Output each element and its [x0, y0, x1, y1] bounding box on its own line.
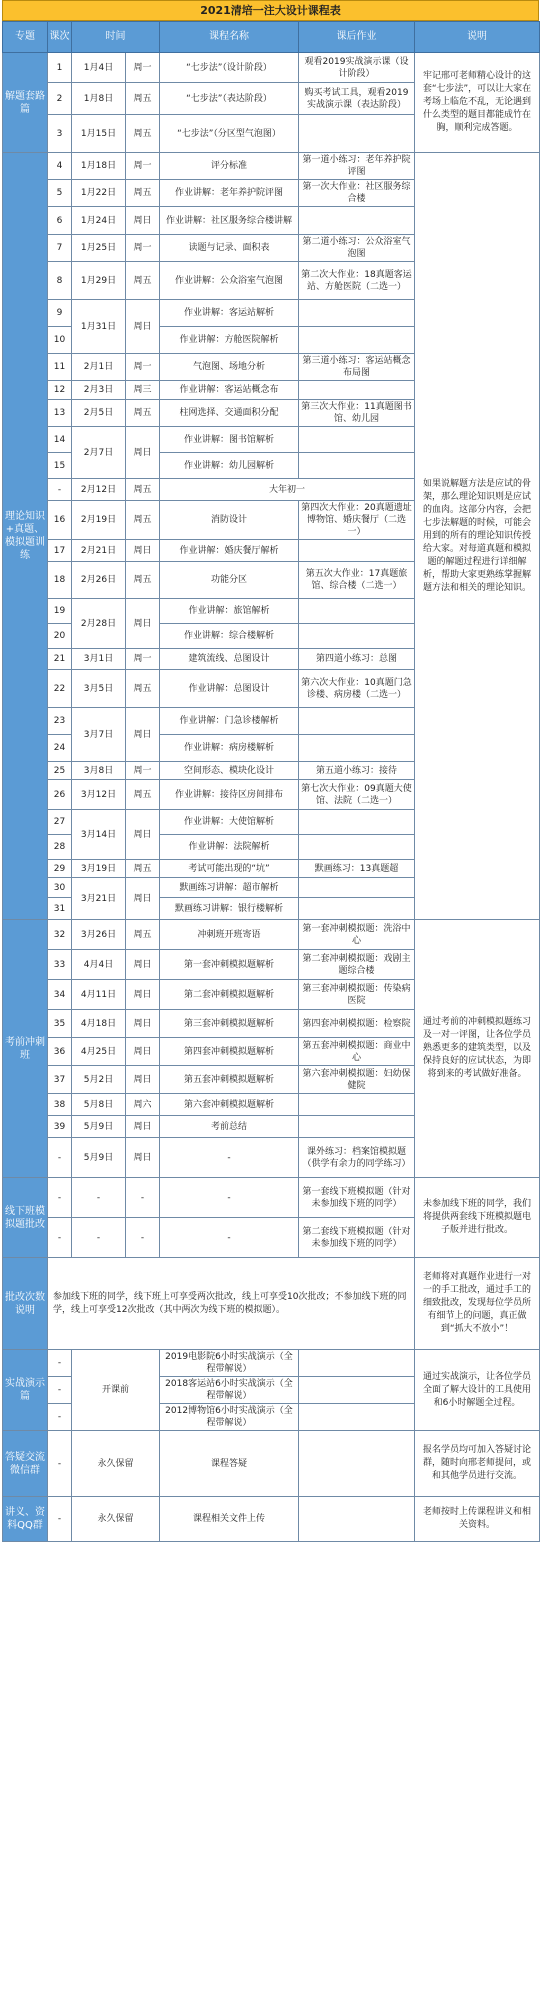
weekday-cell: 周日: [126, 1038, 160, 1066]
weekday-cell: 周一: [126, 53, 160, 83]
weekday-cell: -: [126, 1178, 160, 1218]
weekday-cell: 周五: [126, 860, 160, 878]
session-number-cell: 14: [48, 427, 72, 453]
weekday-cell: 周日: [126, 1066, 160, 1094]
homework-cell: 第五道小练习：接待: [299, 762, 415, 780]
date-cell: 2月1日: [72, 354, 126, 381]
session-number-cell: 30: [48, 878, 72, 898]
weekday-cell: 周三: [126, 381, 160, 400]
homework-cell: [299, 540, 415, 562]
weekday-cell: 周五: [126, 83, 160, 115]
course-name-cell: 空间形态、模块化设计: [160, 762, 299, 780]
weekday-cell: 周日: [126, 300, 160, 354]
session-number-cell: -: [48, 1377, 72, 1404]
topic-cell: 解题套路篇: [3, 53, 48, 153]
homework-cell: [299, 1431, 415, 1497]
weekday-cell: 周一: [126, 762, 160, 780]
date-cell: 2月3日: [72, 381, 126, 400]
homework-cell: [299, 878, 415, 898]
course-name-cell: 作业讲解：客运站概念布: [160, 381, 299, 400]
date-cell: 3月21日: [72, 878, 126, 920]
session-number-cell: 18: [48, 562, 72, 599]
course-name-cell: 第一套冲刺模拟题解析: [160, 950, 299, 980]
weekday-cell: 周一: [126, 153, 160, 180]
course-name-cell: 作业讲解：综合楼解析: [160, 624, 299, 649]
date-cell: 1月29日: [72, 262, 126, 300]
date-cell: 3月14日: [72, 810, 126, 860]
session-number-cell: 26: [48, 780, 72, 810]
course-name-cell: 作业讲解：老年养护院评图: [160, 180, 299, 207]
table-header-row: [3, 22, 540, 53]
notes-cell: 未参加线下班的同学，我们将提供两套线下班模拟题电子版并进行批改。: [415, 1178, 540, 1258]
session-number-cell: 22: [48, 670, 72, 708]
session-number-cell: 10: [48, 327, 72, 354]
session-number-cell: 15: [48, 453, 72, 479]
homework-cell: [299, 599, 415, 624]
holiday-cell: 大年初一: [160, 479, 415, 501]
date-cell: 3月26日: [72, 920, 126, 950]
weekday-cell: 周日: [126, 427, 160, 479]
course-name-cell: 课程相关文件上传: [160, 1497, 299, 1542]
topic-cell: 理论知识+真题、模拟题训练: [3, 153, 48, 920]
weekday-cell: 周日: [126, 950, 160, 980]
header-notes: 说明: [415, 22, 540, 53]
homework-cell: 第七次大作业：09真题大使馆、法院（二选一）: [299, 780, 415, 810]
homework-cell: [299, 624, 415, 649]
date-cell: 2月28日: [72, 599, 126, 649]
weekday-cell: 周一: [126, 235, 160, 262]
table-row: [3, 1350, 540, 1377]
course-name-cell: 作业讲解：法院解析: [160, 835, 299, 860]
date-cell: 3月12日: [72, 780, 126, 810]
course-name-cell: 作业讲解：总图设计: [160, 670, 299, 708]
homework-cell: 购买考试工具，观看2019实战演示课（表达阶段）: [299, 83, 415, 115]
course-name-cell: -: [160, 1178, 299, 1218]
homework-cell: [299, 427, 415, 453]
course-name-cell: 作业讲解：旅馆解析: [160, 599, 299, 624]
session-number-cell: -: [48, 1178, 72, 1218]
weekday-cell: 周日: [126, 1116, 160, 1138]
course-name-cell: 功能分区: [160, 562, 299, 599]
date-cell: 3月8日: [72, 762, 126, 780]
homework-cell: 第一套线下班模拟题（针对未参加线下班的同学）: [299, 1178, 415, 1218]
date-cell: 2月19日: [72, 501, 126, 540]
session-number-cell: 34: [48, 980, 72, 1010]
course-name-cell: 课程答疑: [160, 1431, 299, 1497]
header-course: 课程名称: [160, 22, 299, 53]
date-cell: 3月1日: [72, 649, 126, 670]
table-row: [3, 1178, 540, 1218]
course-name-cell: 作业讲解：方舱医院解析: [160, 327, 299, 354]
session-number-cell: -: [48, 479, 72, 501]
date-cell: 1月22日: [72, 180, 126, 207]
homework-cell: 第五套冲刺模拟题：商业中心: [299, 1038, 415, 1066]
course-name-cell: 第三套冲刺模拟题解析: [160, 1010, 299, 1038]
date-cell: 5月2日: [72, 1066, 126, 1094]
date-cell: 5月8日: [72, 1094, 126, 1116]
date-cell: 3月5日: [72, 670, 126, 708]
course-name-cell: 作业讲解：客运站解析: [160, 300, 299, 327]
homework-cell: [299, 1350, 415, 1377]
header-topic: 专题: [3, 22, 48, 53]
schedule-title: 2021清培一注大设计课程表: [2, 0, 539, 21]
course-name-cell: “七步法”（设计阶段）: [160, 53, 299, 83]
weekday-cell: 周一: [126, 354, 160, 381]
session-number-cell: 31: [48, 898, 72, 920]
homework-cell: 默画练习：13真题超: [299, 860, 415, 878]
session-number-cell: 4: [48, 153, 72, 180]
session-number-cell: 9: [48, 300, 72, 327]
homework-cell: [299, 1497, 415, 1542]
session-number-cell: 2: [48, 83, 72, 115]
course-name-cell: “七步法”（分区型气泡图）: [160, 115, 299, 153]
date-cell: 永久保留: [72, 1497, 160, 1542]
homework-cell: 第六套冲刺模拟题：妇幼保健院: [299, 1066, 415, 1094]
session-number-cell: 13: [48, 400, 72, 427]
course-name-cell: 气泡图、场地分析: [160, 354, 299, 381]
homework-cell: [299, 810, 415, 835]
date-cell: 5月9日: [72, 1116, 126, 1138]
date-cell: 开课前: [72, 1350, 160, 1431]
session-number-cell: 37: [48, 1066, 72, 1094]
date-cell: 2月12日: [72, 479, 126, 501]
session-number-cell: 11: [48, 354, 72, 381]
weekday-cell: 周日: [126, 708, 160, 762]
session-number-cell: 7: [48, 235, 72, 262]
weekday-cell: 周日: [126, 540, 160, 562]
notes-cell: 牢记邢可老师精心设计的这套“七步法”，可以让大家在考场上临危不乱，无论遇到什么类型的题目都能成竹在胸，顺利完成答题。: [415, 53, 540, 153]
table-row: [3, 53, 540, 83]
weekday-cell: 周五: [126, 562, 160, 599]
weekday-cell: 周日: [126, 878, 160, 920]
homework-cell: [299, 327, 415, 354]
weekday-cell: 周日: [126, 1010, 160, 1038]
session-number-cell: 20: [48, 624, 72, 649]
table-row: [3, 1431, 540, 1497]
homework-cell: [299, 300, 415, 327]
session-number-cell: 32: [48, 920, 72, 950]
session-number-cell: 24: [48, 735, 72, 762]
homework-cell: [299, 207, 415, 235]
course-name-cell: 作业讲解：病房楼解析: [160, 735, 299, 762]
table-row: [3, 920, 540, 950]
course-name-cell: 作业讲解：门急诊楼解析: [160, 708, 299, 735]
homework-cell: [299, 115, 415, 153]
session-number-cell: 12: [48, 381, 72, 400]
course-name-cell: 读题与记录、面积表: [160, 235, 299, 262]
homework-cell: [299, 735, 415, 762]
course-name-cell: 冲刺班开班寄语: [160, 920, 299, 950]
header-homework: 课后作业: [299, 22, 415, 53]
homework-cell: 第六次大作业：10真题门急诊楼、病房楼（二选一）: [299, 670, 415, 708]
homework-cell: [299, 1116, 415, 1138]
course-name-cell: 第五套冲刺模拟题解析: [160, 1066, 299, 1094]
weekday-cell: 周五: [126, 180, 160, 207]
course-name-cell: 消防设计: [160, 501, 299, 540]
homework-cell: [299, 1404, 415, 1431]
homework-cell: [299, 708, 415, 735]
session-number-cell: 28: [48, 835, 72, 860]
topic-cell: 考前冲刺班: [3, 920, 48, 1178]
homework-cell: 第三次大作业：11真题图书馆、幼儿园: [299, 400, 415, 427]
header-time: 时间: [72, 22, 160, 53]
weekday-cell: 周日: [126, 980, 160, 1010]
session-number-cell: 39: [48, 1116, 72, 1138]
weekday-cell: 周日: [126, 1138, 160, 1178]
course-name-cell: 作业讲解：婚庆餐厅解析: [160, 540, 299, 562]
session-number-cell: 16: [48, 501, 72, 540]
homework-cell: [299, 898, 415, 920]
date-cell: 2月26日: [72, 562, 126, 599]
course-name-cell: 作业讲解：图书馆解析: [160, 427, 299, 453]
homework-cell: [299, 381, 415, 400]
course-name-cell: 作业讲解：接待区房间排布: [160, 780, 299, 810]
topic-cell: 批改次数说明: [3, 1258, 48, 1350]
session-number-cell: 36: [48, 1038, 72, 1066]
homework-cell: 第二道小练习：公众浴室气泡图: [299, 235, 415, 262]
session-number-cell: 25: [48, 762, 72, 780]
topic-cell: 讲义、资料QQ群: [3, 1497, 48, 1542]
homework-cell: 第四次大作业：20真题遗址博物馆、婚庆餐厅（二选一）: [299, 501, 415, 540]
weekday-cell: 周五: [126, 115, 160, 153]
date-cell: 1月24日: [72, 207, 126, 235]
date-cell: 1月18日: [72, 153, 126, 180]
session-number-cell: -: [48, 1431, 72, 1497]
homework-cell: 观看2019实战演示课（设计阶段）: [299, 53, 415, 83]
date-cell: 1月15日: [72, 115, 126, 153]
session-number-cell: -: [48, 1497, 72, 1542]
weekday-cell: 周五: [126, 400, 160, 427]
course-name-cell: 2018客运站6小时实战演示（全程带解说）: [160, 1377, 299, 1404]
weekday-cell: 周五: [126, 920, 160, 950]
topic-cell: 线下班模拟题批改: [3, 1178, 48, 1258]
notes-cell: 报名学员均可加入答疑讨论群，随时向邢老师提问，或和其他学员进行交流。: [415, 1431, 540, 1497]
topic-cell: 答疑交流微信群: [3, 1431, 48, 1497]
table-row: [3, 1258, 540, 1350]
session-number-cell: 21: [48, 649, 72, 670]
correction-note-cell: 参加线下班的同学，线下班上可享受两次批改，线上可享受10次批改；不参加线下班的同学，线上可享受12次批改（其中两次为线下班的模拟题）。: [48, 1258, 415, 1350]
homework-cell: 第四套冲刺模拟题：检察院: [299, 1010, 415, 1038]
session-number-cell: 1: [48, 53, 72, 83]
date-cell: 1月8日: [72, 83, 126, 115]
date-cell: 4月25日: [72, 1038, 126, 1066]
homework-cell: 第一道小练习：老年养护院评图: [299, 153, 415, 180]
date-cell: 2月7日: [72, 427, 126, 479]
date-cell: 1月4日: [72, 53, 126, 83]
course-name-cell: 作业讲解：大使馆解析: [160, 810, 299, 835]
weekday-cell: 周一: [126, 649, 160, 670]
homework-cell: 第五次大作业：17真题旅馆、综合楼（二选一）: [299, 562, 415, 599]
homework-cell: [299, 1377, 415, 1404]
notes-cell: 老师按时上传课程讲义和相关资料。: [415, 1497, 540, 1542]
homework-cell: 第二次大作业：18真题客运站、方舱医院（二选一）: [299, 262, 415, 300]
course-name-cell: “七步法”（表达阶段）: [160, 83, 299, 115]
schedule-table: [2, 21, 540, 1542]
weekday-cell: 周五: [126, 501, 160, 540]
date-cell: -: [72, 1178, 126, 1218]
date-cell: 5月9日: [72, 1138, 126, 1178]
course-name-cell: 默画练习讲解：超市解析: [160, 878, 299, 898]
course-name-cell: 第四套冲刺模拟题解析: [160, 1038, 299, 1066]
course-name-cell: 考前总结: [160, 1116, 299, 1138]
session-number-cell: 27: [48, 810, 72, 835]
homework-cell: 第三套冲刺模拟题：传染病医院: [299, 980, 415, 1010]
course-name-cell: 作业讲解：公众浴室气泡图: [160, 262, 299, 300]
course-name-cell: 作业讲解：社区服务综合楼讲解: [160, 207, 299, 235]
course-name-cell: 作业讲解：幼儿园解析: [160, 453, 299, 479]
date-cell: 3月7日: [72, 708, 126, 762]
session-number-cell: 17: [48, 540, 72, 562]
weekday-cell: 周日: [126, 810, 160, 860]
session-number-cell: 3: [48, 115, 72, 153]
weekday-cell: 周日: [126, 207, 160, 235]
topic-cell: 实战演示篇: [3, 1350, 48, 1431]
session-number-cell: 29: [48, 860, 72, 878]
date-cell: 2月21日: [72, 540, 126, 562]
weekday-cell: 周日: [126, 599, 160, 649]
session-number-cell: -: [48, 1404, 72, 1431]
course-name-cell: -: [160, 1218, 299, 1258]
session-number-cell: 5: [48, 180, 72, 207]
course-name-cell: -: [160, 1138, 299, 1178]
course-name-cell: 默画练习讲解：银行楼解析: [160, 898, 299, 920]
date-cell: 永久保留: [72, 1431, 160, 1497]
date-cell: 4月4日: [72, 950, 126, 980]
session-number-cell: 6: [48, 207, 72, 235]
date-cell: 1月31日: [72, 300, 126, 354]
homework-cell: [299, 1094, 415, 1116]
weekday-cell: 周五: [126, 780, 160, 810]
course-name-cell: 第二套冲刺模拟题解析: [160, 980, 299, 1010]
session-number-cell: -: [48, 1218, 72, 1258]
homework-cell: 课外练习：档案馆模拟题（供学有余力的同学练习）: [299, 1138, 415, 1178]
weekday-cell: 周五: [126, 670, 160, 708]
course-name-cell: 考试可能出现的“坑”: [160, 860, 299, 878]
weekday-cell: -: [126, 1218, 160, 1258]
session-number-cell: -: [48, 1350, 72, 1377]
session-number-cell: 35: [48, 1010, 72, 1038]
weekday-cell: 周六: [126, 1094, 160, 1116]
notes-cell: 通过实战演示，让各位学员全面了解大设计的工具使用和6小时解题全过程。: [415, 1350, 540, 1431]
course-name-cell: 柱网选择、交通面积分配: [160, 400, 299, 427]
session-number-cell: 23: [48, 708, 72, 735]
notes-cell: 老师将对真题作业进行一对一的手工批改，通过手工的细致批改，发现每位学员所有细节上的问题，真正做到“抓大不放小”！: [415, 1258, 540, 1350]
notes-cell: 通过考前的冲刺模拟题练习及一对一评图，让各位学员熟悉更多的建筑类型，以及保持良好的应试状态，为即将到来的考试做好准备。: [415, 920, 540, 1178]
header-session: 课次: [48, 22, 72, 53]
homework-cell: [299, 453, 415, 479]
homework-cell: 第一套冲刺模拟题：洗浴中心: [299, 920, 415, 950]
date-cell: 2月5日: [72, 400, 126, 427]
session-number-cell: 33: [48, 950, 72, 980]
table-row: [3, 153, 540, 180]
date-cell: 3月19日: [72, 860, 126, 878]
homework-cell: 第一次大作业：社区服务综合楼: [299, 180, 415, 207]
weekday-cell: 周五: [126, 479, 160, 501]
date-cell: 4月18日: [72, 1010, 126, 1038]
table-row: [3, 1497, 540, 1542]
session-number-cell: 19: [48, 599, 72, 624]
course-name-cell: 第六套冲刺模拟题解析: [160, 1094, 299, 1116]
course-name-cell: 建筑流线、总图设计: [160, 649, 299, 670]
date-cell: 4月11日: [72, 980, 126, 1010]
session-number-cell: 38: [48, 1094, 72, 1116]
homework-cell: 第二套冲刺模拟题：戏剧主题综合楼: [299, 950, 415, 980]
course-name-cell: 2012博物馆6小时实战演示（全程带解说）: [160, 1404, 299, 1431]
course-name-cell: 2019电影院6小时实战演示（全程带解说）: [160, 1350, 299, 1377]
homework-cell: 第三道小练习：客运站概念布局图: [299, 354, 415, 381]
weekday-cell: 周五: [126, 262, 160, 300]
date-cell: 1月25日: [72, 235, 126, 262]
session-number-cell: 8: [48, 262, 72, 300]
homework-cell: 第二套线下班模拟题（针对未参加线下班的同学）: [299, 1218, 415, 1258]
homework-cell: 第四道小练习：总图: [299, 649, 415, 670]
homework-cell: [299, 835, 415, 860]
date-cell: -: [72, 1218, 126, 1258]
notes-cell: 如果说解题方法是应试的骨架，那么理论知识则是应试的血肉。这部分内容，会把七步法解题的时候，可能会用到的所有的理论知识传授给大家。对每道真题和模拟题的解题过程进行详细解析，帮助大家更熟练掌握解题方法和相关的理论知识。: [415, 153, 540, 920]
session-number-cell: -: [48, 1138, 72, 1178]
course-name-cell: 评分标准: [160, 153, 299, 180]
